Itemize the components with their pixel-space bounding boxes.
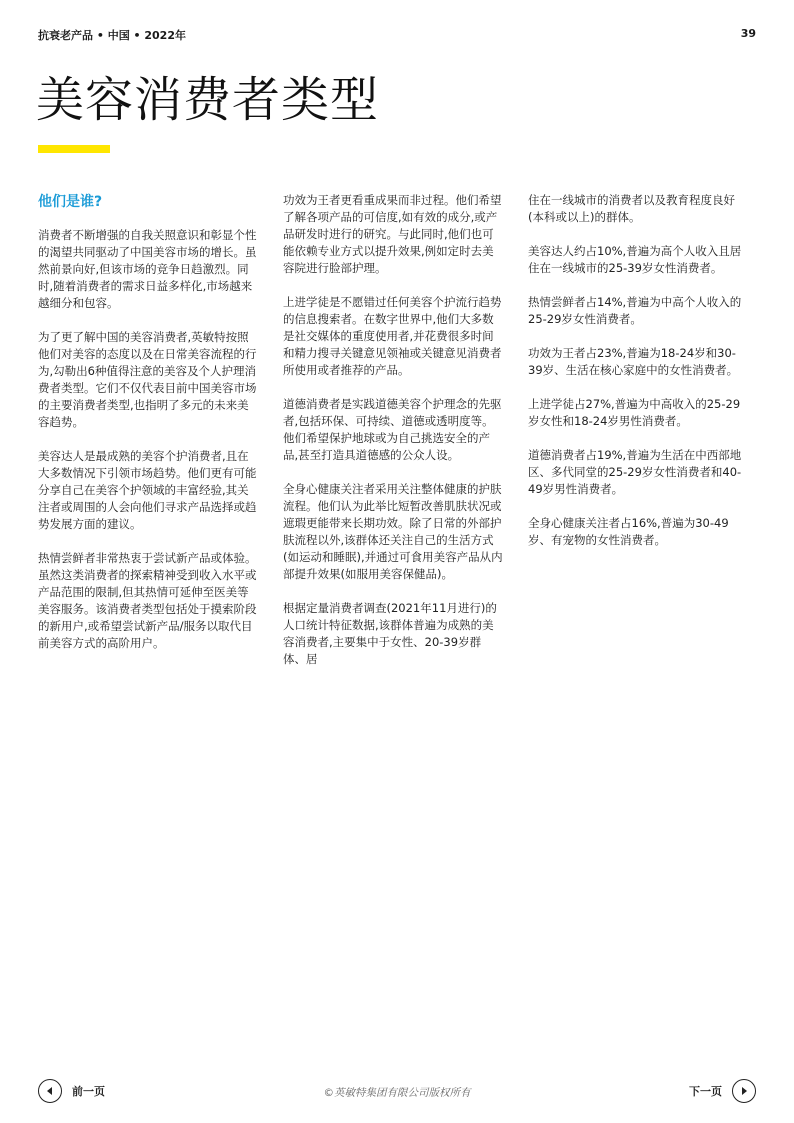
paragraph: 住在一线城市的消费者以及教育程度良好(本科或以上)的群体。 bbox=[528, 193, 735, 224]
paragraph: 美容达人约占10%,普遍为高个人收入且居住在一线城市的25-39岁女性消费者。 bbox=[528, 244, 742, 275]
text-column-1 bbox=[38, 192, 258, 669]
previous-page-label: 前一页 bbox=[72, 1085, 105, 1098]
section-heading: 他们是谁? bbox=[38, 194, 103, 210]
paragraph: 消费者不断增强的自我关照意识和彰显个性的渴望共同驱动了中国美容市场的增长。虽然前景向好,但该市场的竞争日趋激烈。同时,随着消费者的需求日益多样化,市场越来越细分和包容。 bbox=[38, 228, 257, 310]
paragraph: 根据定量消费者调查(2021年11月进行)的人口统计特征数据,该群体普遍为成熟的美容消费者,主要集中于女性、20-39岁群体、居 bbox=[283, 601, 497, 666]
next-page-button[interactable] bbox=[689, 1079, 756, 1103]
paragraph: 全身心健康关注者采用关注整体健康的护肤流程。他们认为此举比短暂改善肌肤状况或遮瑕更能带来长期功效。除了日常的外部护肤流程以外,该群体还关注自己的生活方式(如运动和睡眠),并通过可食用美容产品从内部提升效果(如服用美容保健品)。 bbox=[283, 482, 503, 581]
paragraph: 全身心健康关注者占16%,普遍为30-49岁、有宠物的女性消费者。 bbox=[528, 516, 729, 547]
text-column-3 bbox=[528, 192, 748, 566]
paragraph: 道德消费者占19%,普遍为生活在中西部地区、多代同堂的25-29岁女性消费者和40-49岁男性消费者。 bbox=[528, 448, 742, 496]
copyright-notice: ©英敏特集团有限公司版权所有 bbox=[323, 1087, 471, 1099]
page-title: 美容消费者类型 bbox=[36, 72, 380, 128]
page-number: 39 bbox=[740, 27, 756, 40]
paragraph: 为了更了解中国的美容消费者,英敏特按照他们对美容的态度以及在日常美容流程的行为,勾勒出6种值得注意的美容及个人护理消费者类型。它们不仅代表目前中国美容市场的主要消费者类型,也指明了多元的未来美容趋势。 bbox=[38, 330, 257, 429]
next-page-label: 下一页 bbox=[689, 1085, 722, 1098]
paragraph: 热情尝鲜者占14%,普遍为中高个人收入的25-29岁女性消费者。 bbox=[528, 295, 742, 326]
arrow-right-icon bbox=[732, 1079, 756, 1103]
paragraph: 道德消费者是实践道德美容个护理念的先驱者,包括环保、可持续、道德或透明度等。他们希望保护地球或为自己挑选安全的产品,甚至打造具道德感的公众人设。 bbox=[283, 397, 502, 462]
report-header: 抗衰老产品 • 中国 • 2022年 bbox=[38, 29, 186, 42]
paragraph: 热情尝鲜者非常热衷于尝试新产品或体验。虽然这类消费者的探索精神受到收入水平或产品范围的限制,但其热情可延伸至医美等美容服务。该消费者类型包括处于摸索阶段的新用户,或希望尝试新产品/服务以取代目前美容方式的高阶用户。 bbox=[38, 551, 257, 650]
paragraph: 上进学徒是不愿错过任何美容个护流行趋势的信息搜索者。在数字世界中,他们大多数是社交媒体的重度使用者,并花费很多时间和精力搜寻关键意见领袖或关键意见消费者所使用或者推荐的产品。 bbox=[283, 295, 502, 377]
paragraph: 上进学徒占27%,普遍为中高收入的25-29岁女性和18-24岁男性消费者。 bbox=[528, 397, 741, 428]
paragraph: 功效为王者占23%,普遍为18-24岁和30-39岁、生活在核心家庭中的女性消费者。 bbox=[528, 346, 739, 377]
title-accent-bar bbox=[38, 145, 110, 153]
text-column-2 bbox=[283, 192, 503, 685]
paragraph: 功效为王者更看重成果而非过程。他们希望了解各项产品的可信度,如有效的成分,或产品研发时进行的研究。与此同时,他们也可能依赖专业方式以提升效果,例如定时去美容院进行脸部护理。 bbox=[283, 193, 502, 275]
paragraph: 美容达人是最成熟的美容个护消费者,且在大多数情况下引领市场趋势。他们更有可能分享自己在美容个护领域的丰富经验,其关注者或周围的人会向他们寻求产品选择或趋势发展方面的建议。 bbox=[38, 449, 257, 531]
